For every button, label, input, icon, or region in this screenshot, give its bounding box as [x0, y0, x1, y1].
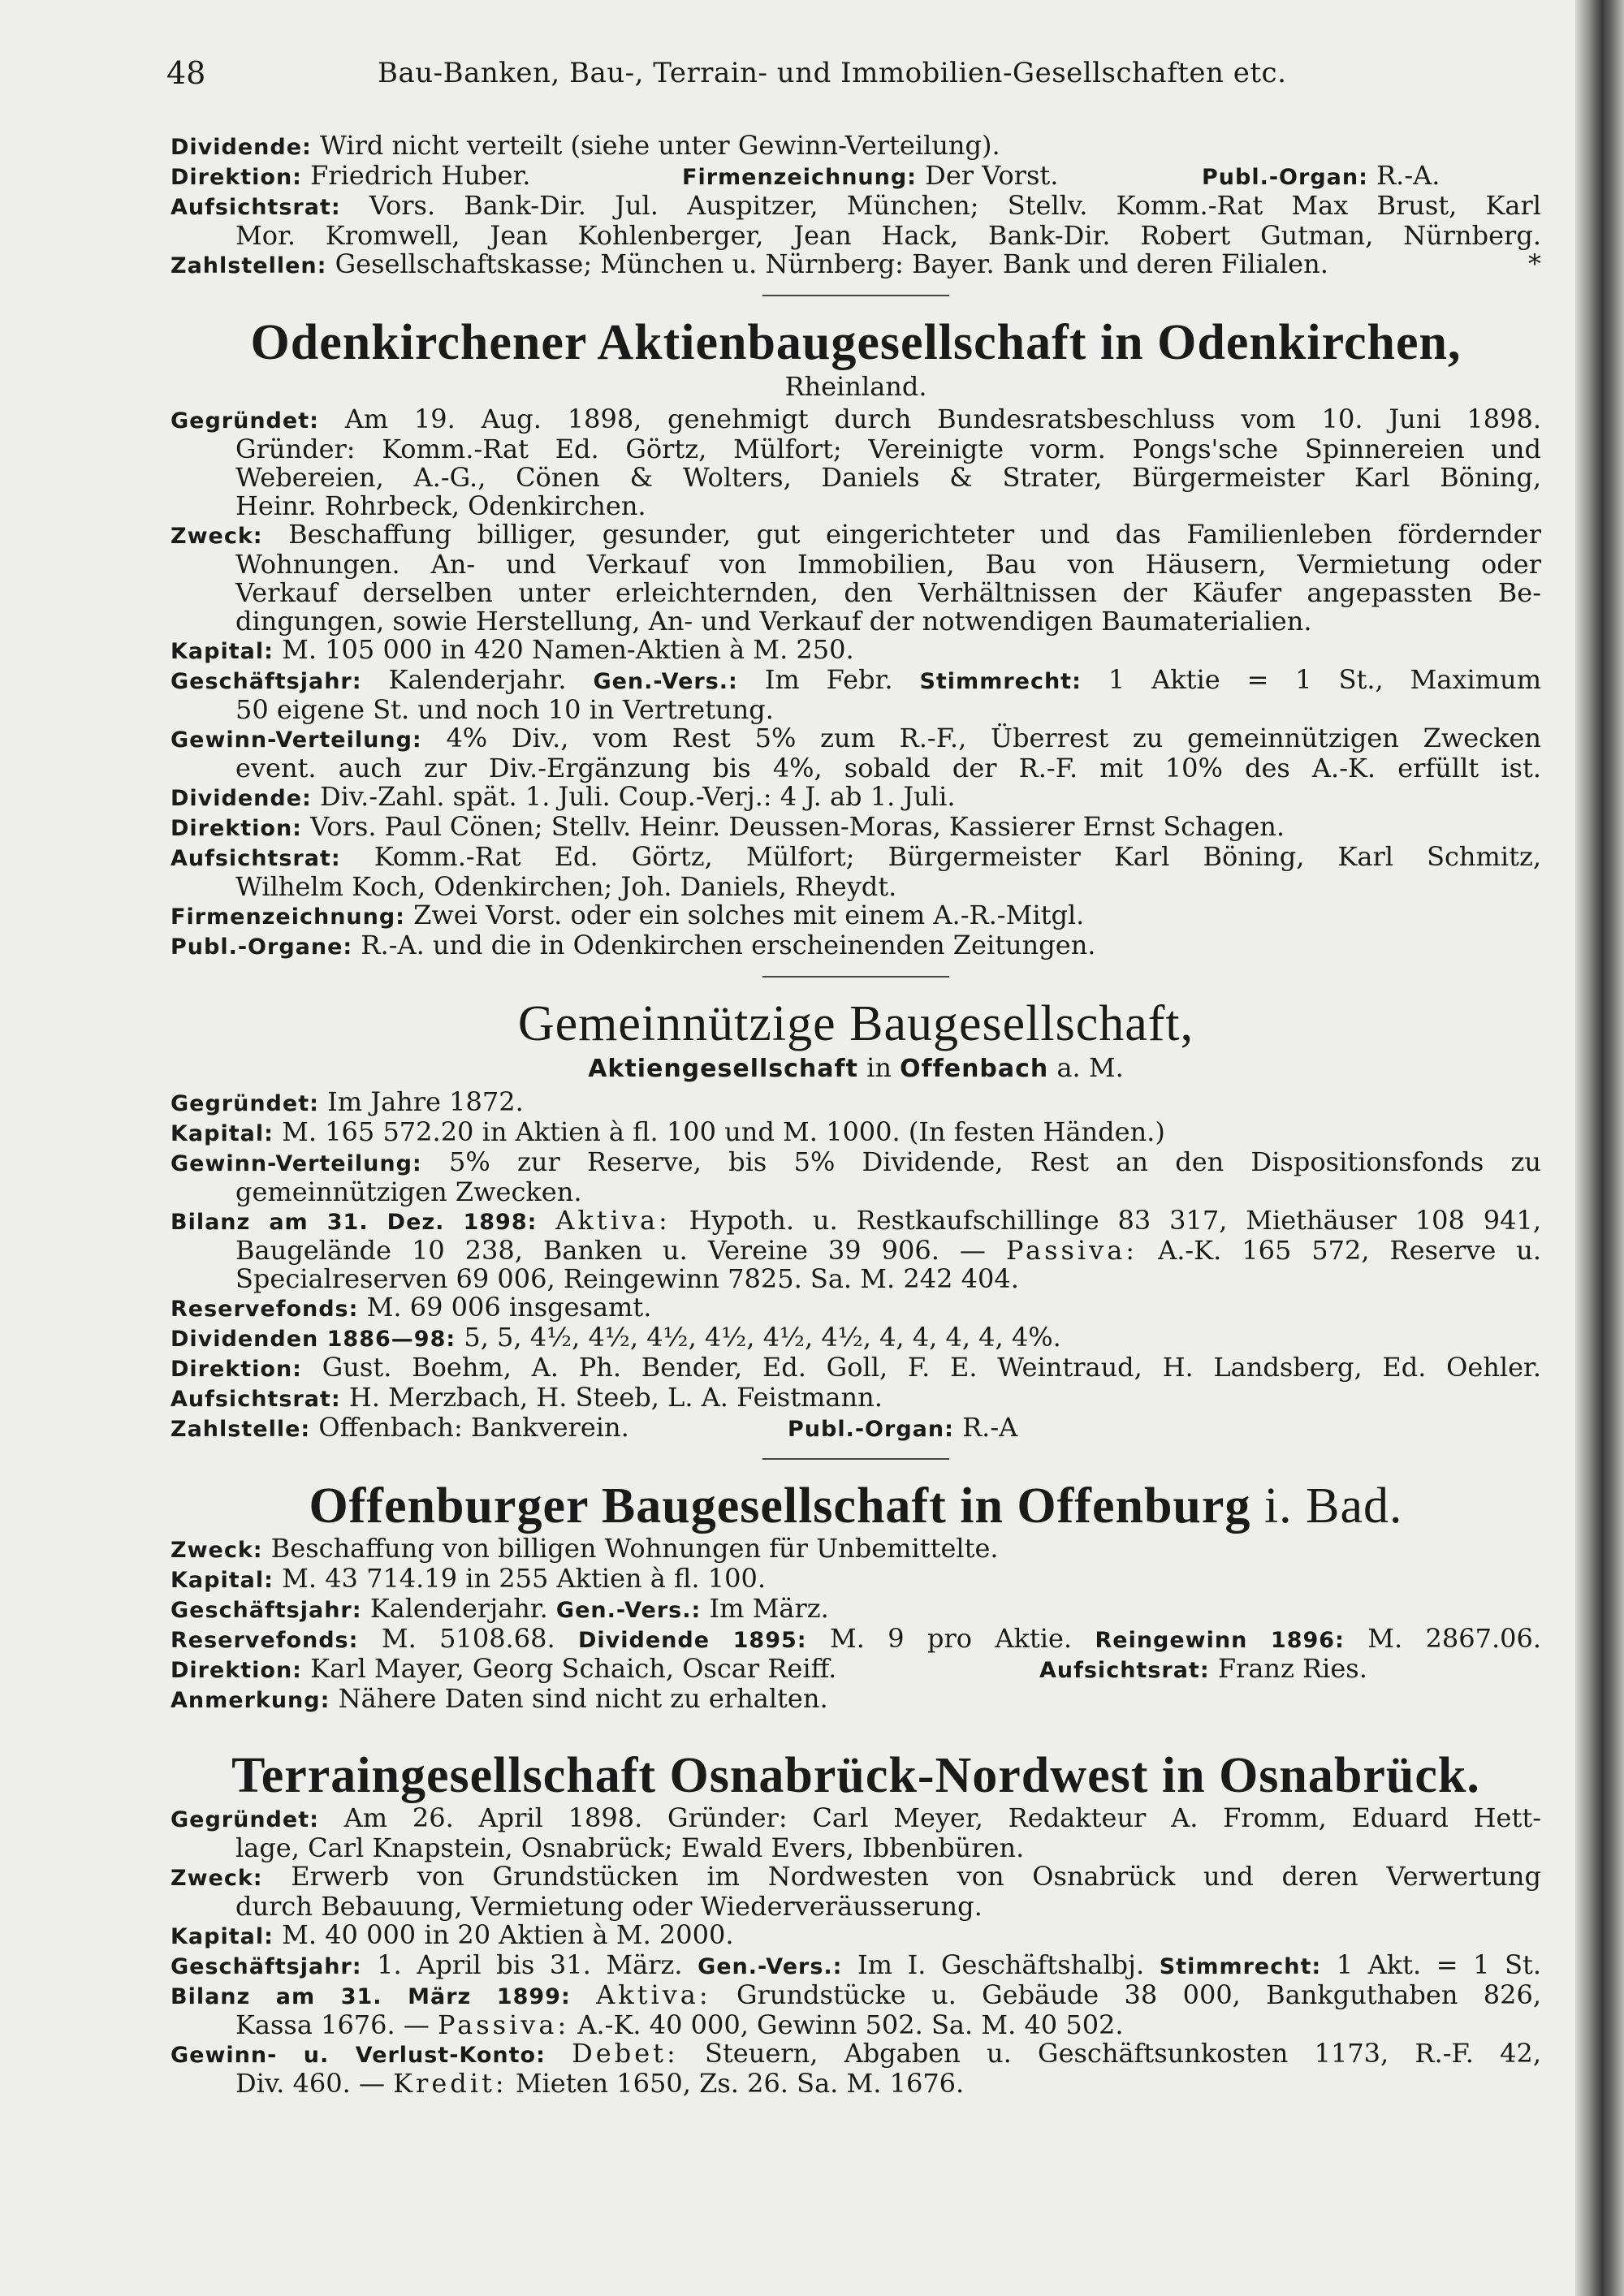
entry-offenburg — [171, 1478, 1541, 1715]
prev-aufsichtsrat: Aufsichtsrat: Vors. Bank-Dir. Jul. Auspitzer, München; Stellv. Komm.-Rat Max Brust, Karl — [171, 190, 1542, 221]
zahlstelle-line: Zahlstelle: Offenbach: Bankverein. Publ.-Organ: R.-A — [171, 1412, 1018, 1443]
prev-aufsichtsrat-cont: Mor. Kromwell, Jean Kohlenberger, Jean Hack, Bank-Dir. Robert Gutman, Nürnberg. — [235, 220, 1541, 251]
gegruendet-line-2: Gründer: Komm.-Rat Ed. Görtz, Mülfort; Vereinigte vorm. Pongs'sche Spinnereien und — [235, 434, 1541, 464]
reservefonds-line: Reservefonds: M. 69 006 insgesamt. — [171, 1292, 652, 1323]
running-title: Bau-Banken, Bau-, Terrain- und Immobilien-Gesellschaften etc. — [378, 57, 1287, 89]
direktion-line: Direktion: Vors. Paul Cönen; Stellv. Heinr. Deussen-Moras, Kassierer Ernst Schagen. — [171, 811, 1285, 842]
kapital-line: Kapital: M. 40 000 in 20 Aktien à M. 2000. — [171, 1919, 734, 1950]
page-content — [171, 132, 1541, 2098]
gegruendet-line: Gegründet: Am 19. Aug. 1898, genehmigt durch Bundesratsbeschluss vom 10. Juni 1898. — [171, 404, 1542, 434]
geschaeftsjahr-line: Geschäftsjahr: Kalenderjahr. Gen.-Vers.: Im März. — [171, 1593, 829, 1624]
zweck-line-4: dingungen, sowie Herstellung, An- und Verkauf der notwendigen Baumaterialien. — [235, 606, 1312, 637]
prev-dividende: Dividende: Wird nicht verteilt (siehe unter Gewinn-Verteilung). — [171, 130, 1000, 161]
gewinn-verteilung-line: Gewinn-Verteilung: 5% zur Reserve, bis 5% Dividende, Rest an den Dispositionsfonds zu — [171, 1146, 1541, 1177]
gegruendet-line: Gegründet: Im Jahre 1872. — [171, 1086, 524, 1117]
running-head — [0, 55, 1575, 96]
entry-title: Odenkirchener Aktienbaugesellschaft in Odenkirchen, — [250, 315, 1462, 370]
dividenden-line: Dividenden 1886—98: 5, 5, 4½, 4½, 4½, 4½, 4½, 4½, 4, 4, 4, 4, 4%. — [171, 1322, 1061, 1353]
direktion-line: Direktion: Gust. Boehm, A. Ph. Bender, Ed. Goll, F. E. Weintraud, H. Landsberg, Ed. Oehler. — [171, 1352, 1542, 1383]
gegruendet-line-3: Webereien, A.-G., Cönen & Wolters, Daniels & Strater, Bürgermeister Karl Böning, — [235, 462, 1541, 493]
entry-title: Terraingesellschaft Osnabrück-Nordwest in Osnabrück. — [231, 1748, 1480, 1803]
entry-subtitle: Rheinland. — [784, 371, 927, 402]
page-binding-edge — [1575, 0, 1624, 2296]
section-divider — [762, 1458, 949, 1460]
bilanz-line-3: Specialreserven 69 006, Reingewinn 7825. Sa. M. 242 404. — [235, 1263, 1019, 1294]
kapital-line: Kapital: M. 105 000 in 420 Namen-Aktien à M. 250. — [171, 634, 854, 665]
entry-title: Offenburger Baugesellschaft in Offenburg i. Bad. — [309, 1478, 1403, 1534]
zweck-line: Zweck: Erwerb von Grundstücken im Nordwesten von Osnabrück und deren Verwertung — [171, 1861, 1541, 1892]
entry-offenbach — [171, 995, 1541, 1444]
gv-konto-line-2: Div. 460. — Kredit: Mieten 1650, Zs. 26. Sa. M. 1676. — [235, 2068, 965, 2099]
section-divider — [762, 976, 949, 978]
gegruendet-line-2: lage, Carl Knapstein, Osnabrück; Ewald Evers, Ibbenbüren. — [235, 1832, 1025, 1863]
gewinn-verteilung-line-2: gemeinnützigen Zwecken. — [235, 1176, 582, 1207]
publ-organe-line: Publ.-Organe: R.-A. und die in Odenkirchen erscheinenden Zeitungen. — [171, 930, 1096, 960]
gewinn-verteilung-line-2: event. auch zur Div.-Ergänzung bis 4%, sobald der R.-F. mit 10% des A.-K. erfüllt ist. — [235, 753, 1541, 783]
prev-zahlstellen: Zahlstellen: Gesellschaftskasse; München u. Nürnberg: Bayer. Bank und deren Filialen. * — [171, 248, 1541, 279]
footnote-star: * — [1528, 248, 1541, 279]
zweck-line-2: durch Bebauung, Vermietung oder Wiederveräusserung. — [235, 1891, 983, 1922]
bilanz-line: Bilanz am 31. Dez. 1898: Aktiva: Hypoth. u. Restkaufschillinge 83 317, Miethäuser 108 941, — [171, 1205, 1542, 1236]
geschaeftsjahr-line-2: 50 eigene St. und noch 10 in Vertretung. — [235, 694, 774, 725]
aufsichtsrat-line: Aufsichtsrat: Komm.-Rat Ed. Görtz, Mülfort; Bürgermeister Karl Böning, Karl Schmitz, — [171, 841, 1542, 872]
reservefonds-line: Reservefonds: M. 5108.68. Dividende 1895: M. 9 pro Aktie. Reingewinn 1896: M. 2867.06. — [171, 1623, 1542, 1654]
gv-konto-line: Gewinn- u. Verlust-Konto: Debet: Steuern, Abgaben u. Geschäftsunkosten 1173, R.-F. 42, — [171, 2038, 1542, 2069]
geschaeftsjahr-line: Geschäftsjahr: 1. April bis 31. März. Gen.-Vers.: Im I. Geschäftshalbj. Stimmrecht: 1 Akt. = 1 St. — [171, 1949, 1542, 1980]
bilanz-line: Bilanz am 31. März 1899: Aktiva: Grundstücke u. Gebäude 38 000, Bankguthaben 826, — [171, 1979, 1542, 2010]
geschaeftsjahr-line: Geschäftsjahr: Kalenderjahr. Gen.-Vers.: Im Febr. Stimmrecht: 1 Aktie = 1 St., Maximum — [171, 664, 1542, 695]
section-divider — [762, 295, 949, 296]
entry-subtitle: Aktiengesellschaft in Offenbach a. M. — [588, 1052, 1124, 1083]
entry-title: Gemeinnützige Baugesellschaft, — [517, 996, 1194, 1051]
kapital-line: Kapital: M. 165 572.20 in Aktien à fl. 100 und M. 1000. (In festen Händen.) — [171, 1116, 1165, 1147]
bilanz-line-2: Baugelände 10 238, Banken u. Vereine 39 906. — Passiva: A.-K. 165 572, Reserve u. — [235, 1235, 1542, 1266]
zweck-line-3: Verkauf derselben unter erleichternden, den Verhältnissen der Käufer angepassten Be- — [235, 577, 1541, 608]
anmerkung-line: Anmerkung: Nähere Daten sind nicht zu erhalten. — [171, 1683, 828, 1714]
previous-entry — [171, 132, 1541, 280]
entry-odenkirchen — [171, 314, 1541, 961]
kapital-line: Kapital: M. 43 714.19 in 255 Aktien à fl. 100. — [171, 1563, 766, 1594]
gegruendet-line: Gegründet: Am 26. April 1898. Gründer: Carl Meyer, Redakteur A. Fromm, Eduard Hett- — [171, 1802, 1542, 1833]
aufsichtsrat-line-2: Wilhelm Koch, Odenkirchen; Joh. Daniels, Rheydt. — [235, 871, 897, 902]
entry-osnabrueck — [171, 1747, 1541, 2098]
prev-direktion: Direktion: Friedrich Huber. Firmenzeichnung: Der Vorst. Publ.-Organ: R.-A. — [171, 160, 1440, 191]
gewinn-verteilung-line: Gewinn-Verteilung: 4% Div., vom Rest 5% zum R.-F., Überrest zu gemeinnützigen Zwecken — [171, 723, 1542, 753]
gegruendet-line-4: Heinr. Rohrbeck, Odenkirchen. — [235, 490, 646, 521]
dividende-line: Dividende: Div.-Zahl. spät. 1. Juli. Coup.-Verj.: 4 J. ab 1. Juli. — [171, 781, 956, 812]
direktion-line: Direktion: Karl Mayer, Georg Schaich, Oscar Reiff. Aufsichtsrat: Franz Ries. — [171, 1653, 1367, 1684]
zweck-line: Zweck: Beschaffung von billigen Wohnungen für Unbemittelte. — [171, 1533, 999, 1564]
bilanz-line-2: Kassa 1676. — Passiva: A.-K. 40 000, Gewinn 502. Sa. M. 40 502. — [235, 2009, 1124, 2040]
zweck-line: Zweck: Beschaffung billiger, gesunder, gut eingerichteter und das Familienleben fördernder — [171, 519, 1542, 550]
zweck-line-2: Wohnungen. An- und Verkauf von Immobilien, Bau von Häusern, Vermietung oder — [235, 549, 1541, 580]
aufsichtsrat-line: Aufsichtsrat: H. Merzbach, H. Steeb, L. A. Feistmann. — [171, 1382, 883, 1413]
page-number: 48 — [166, 55, 206, 91]
firmenzeichnung-line: Firmenzeichnung: Zwei Vorst. oder ein solches mit einem A.-R.-Mitgl. — [171, 900, 1085, 930]
